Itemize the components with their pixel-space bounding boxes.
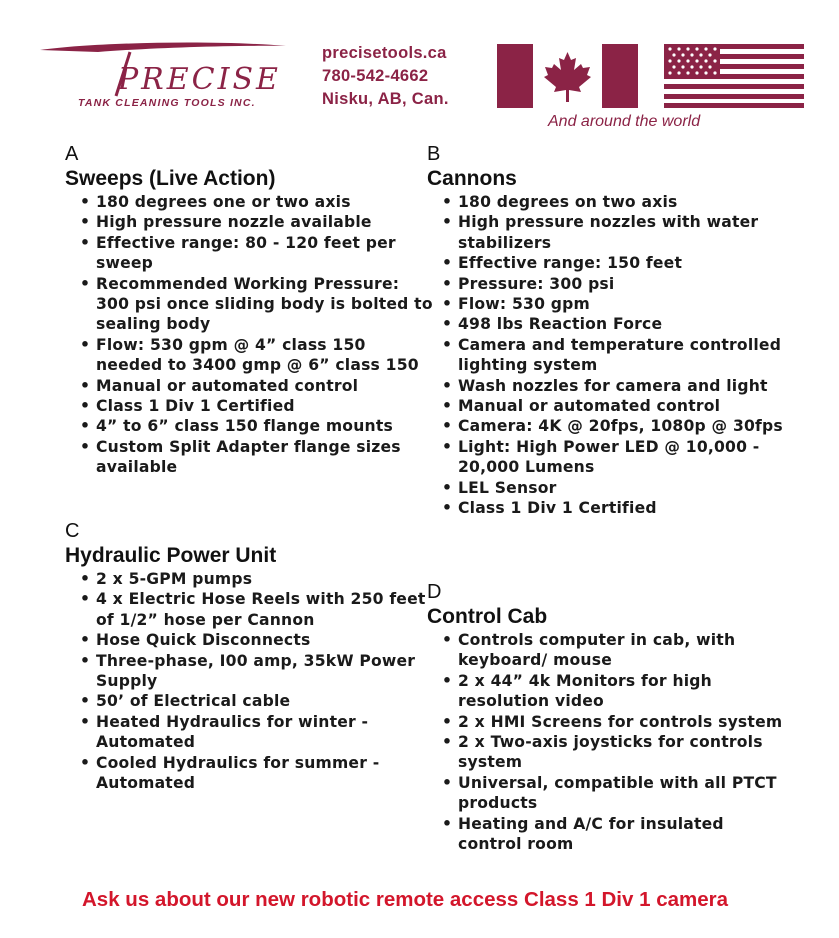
tagline: And around the world	[548, 113, 701, 130]
list-item: • 2 x HMI Screens for controls system	[427, 712, 787, 732]
canada-flag-icon	[497, 44, 638, 108]
section-d	[427, 580, 787, 854]
section-a	[65, 142, 435, 478]
section-c	[65, 519, 435, 793]
list-item: • Universal, compatible with all PTCT products	[427, 773, 787, 814]
feature-list	[65, 569, 435, 793]
list-item: • Controls computer in cab, with keyboard/ mouse	[427, 630, 787, 671]
list-item: • 180 degrees on two axis	[427, 192, 787, 212]
section-b	[427, 142, 787, 519]
section-letter: A	[65, 143, 79, 165]
section-title: Control Cab	[427, 605, 548, 628]
list-item: • Hose Quick Disconnects	[65, 630, 435, 650]
list-item: • 2 x Two-axis joysticks for controls system	[427, 732, 787, 773]
list-item: • LEL Sensor	[427, 478, 787, 498]
phone-number: 780-542-4662	[322, 67, 429, 85]
list-item: • Class 1 Div 1 Certified	[65, 396, 435, 416]
list-item: • 2 x 44” 4k Monitors for high resolution video	[427, 671, 787, 712]
section-title: Hydraulic Power Unit	[65, 544, 277, 567]
list-item: • 4 x Electric Hose Reels with 250 feet of 1/2” hose per Cannon	[65, 589, 435, 630]
list-item: • Heating and A/C for insulated control room	[427, 814, 787, 855]
list-item: • Class 1 Div 1 Certified	[427, 498, 787, 518]
list-item: • Three-phase, I00 amp, 35kW Power Supply	[65, 651, 435, 692]
list-item: • Light: High Power LED @ 10,000 - 20,000 Lumens	[427, 437, 787, 478]
contact-block	[322, 42, 449, 111]
list-item: • Flow: 530 gpm @ 4” class 150 needed to 3400 gmp @ 6” class 150	[65, 335, 435, 376]
list-item: • Effective range: 150 feet	[427, 253, 787, 273]
list-item: • 180 degrees one or two axis	[65, 192, 435, 212]
list-item: • Manual or automated control	[65, 376, 435, 396]
list-item: • Pressure: 300 psi	[427, 274, 787, 294]
feature-list	[65, 192, 435, 478]
logo-wordmark: PRECISE	[118, 62, 281, 97]
list-item: • Heated Hydraulics for winter -Automated	[65, 712, 435, 753]
list-item: • Camera and temperature controlled lighting system	[427, 335, 787, 376]
list-item: • 4” to 6” class 150 flange mounts	[65, 416, 435, 436]
section-letter: C	[65, 520, 80, 542]
list-item: • Manual or automated control	[427, 396, 787, 416]
location-text: Nisku, AB, Can.	[322, 90, 449, 108]
list-item: • 498 lbs Reaction Force	[427, 314, 787, 334]
section-letter: B	[427, 143, 441, 165]
list-item: • Camera: 4K @ 20fps, 1080p @ 30fps	[427, 416, 787, 436]
list-item: • Wash nozzles for camera and light	[427, 376, 787, 396]
section-title: Sweeps (Live Action)	[65, 167, 276, 190]
website-link[interactable]: precisetools.ca	[322, 44, 447, 62]
logo-subtitle: TANK CLEANING TOOLS INC.	[78, 97, 256, 109]
company-logo	[38, 40, 318, 120]
section-letter: D	[427, 581, 442, 603]
list-item: • Custom Split Adapter flange sizes available	[65, 437, 435, 478]
footer-callout: Ask us about our new robotic remote access Class 1 Div 1 camera	[82, 888, 729, 911]
list-item: • Flow: 530 gpm	[427, 294, 787, 314]
section-title: Cannons	[427, 167, 517, 190]
list-item: • High pressure nozzle available	[65, 212, 435, 232]
list-item: • Cooled Hydraulics for summer -Automated	[65, 753, 435, 794]
list-item: • 50’ of Electrical cable	[65, 691, 435, 711]
feature-list	[427, 192, 787, 519]
list-item: • 2 x 5-GPM pumps	[65, 569, 435, 589]
list-item: • High pressure nozzles with water stabilizers	[427, 212, 787, 253]
list-item: • Effective range: 80 - 120 feet per sweep	[65, 233, 435, 274]
feature-list	[427, 630, 787, 854]
usa-flag-icon	[664, 44, 804, 108]
list-item: • Recommended Working Pressure: 300 psi once sliding body is bolted to sealing body	[65, 274, 435, 335]
